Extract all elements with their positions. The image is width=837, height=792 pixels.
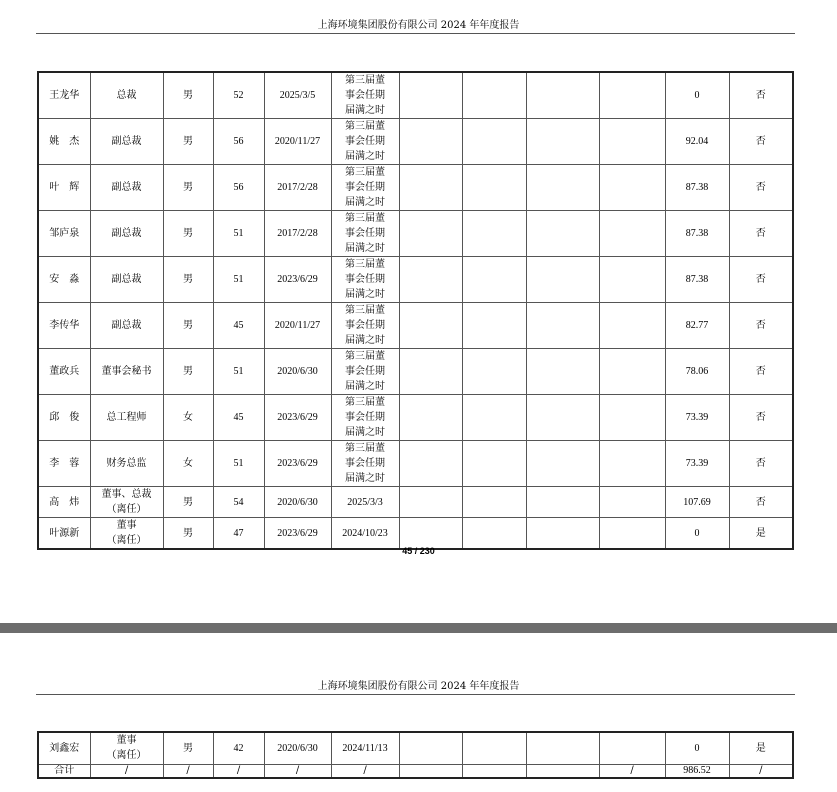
empty-cell [399,518,462,550]
empty-cell [526,732,599,764]
age-cell: 54 [213,487,264,518]
related-party-cell: 否 [729,119,793,165]
total-slash: / [213,764,264,778]
empty-cell [526,441,599,487]
end-date-cell: 第三届董 事会任期 届满之时 [331,395,399,441]
gender-cell: 男 [163,349,213,395]
header-rule [36,33,795,34]
pay-cell: 73.39 [665,395,729,441]
empty-cell [399,487,462,518]
total-pay: 986.52 [665,764,729,778]
gender-cell: 男 [163,211,213,257]
empty-cell [462,518,526,550]
pay-cell: 87.38 [665,257,729,303]
name-cell: 高 炜 [38,487,90,518]
start-date-cell: 2023/6/29 [264,395,331,441]
title-cell: 副总裁 [90,165,163,211]
gender-cell: 男 [163,257,213,303]
empty-cell [399,764,462,778]
age-cell: 42 [213,732,264,764]
empty-cell [399,303,462,349]
pay-cell: 82.77 [665,303,729,349]
title-cell: 董事会秘书 [90,349,163,395]
pay-cell: 87.38 [665,211,729,257]
empty-cell [599,72,665,119]
empty-cell [462,764,526,778]
empty-cell [399,441,462,487]
empty-cell [599,732,665,764]
start-date-cell: 2020/6/30 [264,732,331,764]
pay-cell: 87.38 [665,165,729,211]
total-slash: / [264,764,331,778]
age-cell: 45 [213,303,264,349]
end-date-cell: 第三届董 事会任期 届满之时 [331,165,399,211]
header-rule-2 [36,694,795,695]
table-row [38,732,793,764]
empty-cell [599,119,665,165]
empty-cell [462,211,526,257]
start-date-cell: 2020/11/27 [264,119,331,165]
end-date-cell: 第三届董 事会任期 届满之时 [331,119,399,165]
title-cell: 副总裁 [90,303,163,349]
empty-cell [526,395,599,441]
total-label: 合计 [38,764,90,778]
name-cell: 董政兵 [38,349,90,395]
name-cell: 刘鑫宏 [38,732,90,764]
table-row [38,349,793,395]
total-slash: / [163,764,213,778]
empty-cell [399,732,462,764]
related-party-cell: 否 [729,395,793,441]
empty-cell [599,487,665,518]
empty-cell [599,257,665,303]
title-cell: 总裁 [90,72,163,119]
empty-cell [462,72,526,119]
table-row [38,119,793,165]
end-date-cell: 2025/3/3 [331,487,399,518]
page-number: 45 / 230 [402,546,435,556]
empty-cell [526,257,599,303]
related-party-cell: 是 [729,732,793,764]
empty-cell [599,303,665,349]
related-party-cell: 否 [729,441,793,487]
name-cell: 李 蓉 [38,441,90,487]
empty-cell [399,119,462,165]
title-cell: 董事、总裁 （离任） [90,487,163,518]
title-cell: 董事 （离任） [90,518,163,550]
end-date-cell: 第三届董 事会任期 届满之时 [331,257,399,303]
start-date-cell: 2020/11/27 [264,303,331,349]
empty-cell [599,395,665,441]
total-slash: / [599,764,665,778]
start-date-cell: 2020/6/30 [264,349,331,395]
empty-cell [462,349,526,395]
name-cell: 王龙华 [38,72,90,119]
title-cell: 副总裁 [90,257,163,303]
age-cell: 51 [213,441,264,487]
empty-cell [462,165,526,211]
gender-cell: 男 [163,72,213,119]
total-slash: / [331,764,399,778]
empty-cell [599,349,665,395]
executive-table-continued [37,731,794,779]
related-party-cell: 否 [729,257,793,303]
empty-cell [399,395,462,441]
title-cell: 总工程师 [90,395,163,441]
executive-table [37,71,794,550]
name-cell: 邱 俊 [38,395,90,441]
related-party-cell: 是 [729,518,793,550]
title-cell: 董事 （离任） [90,732,163,764]
name-cell: 安 淼 [38,257,90,303]
empty-cell [399,72,462,119]
empty-cell [599,165,665,211]
start-date-cell: 2023/6/29 [264,441,331,487]
age-cell: 51 [213,211,264,257]
pay-cell: 78.06 [665,349,729,395]
empty-cell [399,211,462,257]
table-row [38,257,793,303]
name-cell: 邹庐泉 [38,211,90,257]
empty-cell [462,732,526,764]
name-cell: 叶源新 [38,518,90,550]
total-row [38,764,793,778]
related-party-cell: 否 [729,72,793,119]
gender-cell: 女 [163,395,213,441]
end-date-cell: 第三届董 事会任期 届满之时 [331,72,399,119]
empty-cell [399,165,462,211]
gender-cell: 男 [163,518,213,550]
empty-cell [526,349,599,395]
pay-cell: 107.69 [665,487,729,518]
start-date-cell: 2017/2/28 [264,165,331,211]
end-date-cell: 第三届董 事会任期 届满之时 [331,349,399,395]
empty-cell [462,395,526,441]
start-date-cell: 2020/6/30 [264,487,331,518]
age-cell: 52 [213,72,264,119]
page-separator [0,623,837,633]
gender-cell: 男 [163,487,213,518]
pay-cell: 92.04 [665,119,729,165]
table-row [38,303,793,349]
age-cell: 47 [213,518,264,550]
age-cell: 51 [213,349,264,395]
end-date-cell: 第三届董 事会任期 届满之时 [331,211,399,257]
name-cell: 叶 辉 [38,165,90,211]
end-date-cell: 第三届董 事会任期 届满之时 [331,303,399,349]
empty-cell [399,349,462,395]
empty-cell [462,257,526,303]
name-cell: 李传华 [38,303,90,349]
name-cell: 姚 杰 [38,119,90,165]
start-date-cell: 2023/6/29 [264,257,331,303]
table-row [38,395,793,441]
empty-cell [526,119,599,165]
total-slash: / [729,764,793,778]
table-row [38,487,793,518]
related-party-cell: 否 [729,303,793,349]
page-header-2: 上海环境集团股份有限公司 2024 年年度报告 [317,681,520,692]
pay-cell: 0 [665,732,729,764]
page-header: 上海环境集团股份有限公司 2024 年年度报告 [317,20,520,31]
title-cell: 副总裁 [90,119,163,165]
related-party-cell: 否 [729,487,793,518]
title-cell: 财务总监 [90,441,163,487]
empty-cell [599,211,665,257]
table-row [38,165,793,211]
empty-cell [599,441,665,487]
pay-cell: 73.39 [665,441,729,487]
end-date-cell: 2024/11/13 [331,732,399,764]
gender-cell: 女 [163,441,213,487]
empty-cell [526,764,599,778]
pay-cell: 0 [665,518,729,550]
start-date-cell: 2023/6/29 [264,518,331,550]
age-cell: 45 [213,395,264,441]
empty-cell [462,441,526,487]
related-party-cell: 否 [729,165,793,211]
start-date-cell: 2025/3/5 [264,72,331,119]
table-row [38,211,793,257]
gender-cell: 男 [163,119,213,165]
start-date-cell: 2017/2/28 [264,211,331,257]
gender-cell: 男 [163,732,213,764]
table-row [38,72,793,119]
empty-cell [526,72,599,119]
empty-cell [599,518,665,550]
table-row [38,441,793,487]
gender-cell: 男 [163,165,213,211]
empty-cell [462,119,526,165]
related-party-cell: 否 [729,211,793,257]
end-date-cell: 第三届董 事会任期 届满之时 [331,441,399,487]
gender-cell: 男 [163,303,213,349]
age-cell: 51 [213,257,264,303]
age-cell: 56 [213,165,264,211]
empty-cell [526,487,599,518]
empty-cell [462,303,526,349]
total-slash: / [90,764,163,778]
empty-cell [526,165,599,211]
table-row [38,518,793,550]
empty-cell [462,487,526,518]
empty-cell [526,303,599,349]
related-party-cell: 否 [729,349,793,395]
age-cell: 56 [213,119,264,165]
end-date-cell: 2024/10/23 [331,518,399,550]
title-cell: 副总裁 [90,211,163,257]
empty-cell [399,257,462,303]
pay-cell: 0 [665,72,729,119]
empty-cell [526,211,599,257]
empty-cell [526,518,599,550]
